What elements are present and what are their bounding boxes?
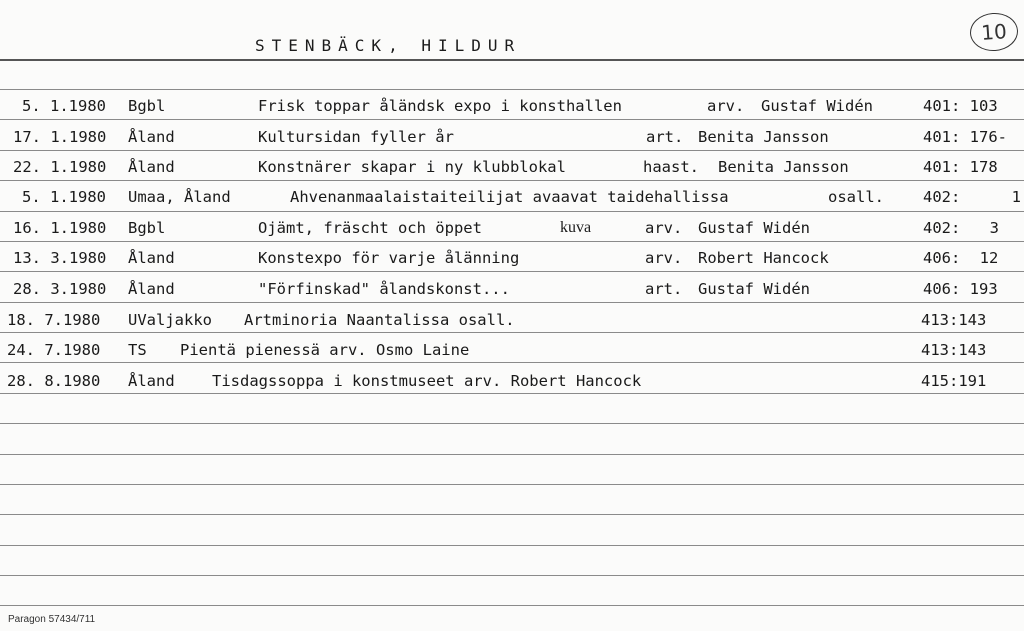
entry-role: haast.	[643, 158, 699, 176]
entry-row	[0, 219, 1024, 241]
entry-row	[0, 97, 1024, 119]
entry-date: 16. 1.1980	[13, 219, 107, 237]
entry-title: Kultursidan fyller år	[258, 128, 454, 146]
ruled-line	[0, 545, 1024, 546]
ruled-line	[0, 302, 1024, 303]
entry-ref: 415:191	[921, 372, 987, 390]
entry-date: 18. 7.1980	[7, 311, 101, 329]
card-footer: Paragon 57434/711	[8, 614, 96, 625]
entry-row	[0, 280, 1024, 302]
entry-title: Ahvenanmaalaistaiteilijat avaavat taidehallissa	[290, 188, 729, 206]
entry-date: 24. 7.1980	[7, 341, 101, 359]
entry-title: Frisk toppar åländsk expo i konsthallen	[258, 97, 622, 115]
entry-row	[0, 188, 1024, 210]
entry-row	[0, 249, 1024, 271]
entry-source: TS	[128, 341, 147, 359]
entry-role: arv.	[645, 219, 683, 237]
entry-role: art.	[646, 128, 684, 146]
ruled-line	[0, 89, 1024, 90]
ruled-line	[0, 575, 1024, 576]
entry-source: Åland	[128, 158, 175, 176]
entry-source: UValjakko	[128, 311, 212, 329]
entry-source: Åland	[128, 128, 175, 146]
entry-ref: 406: 12	[923, 249, 999, 267]
entry-title: Ojämt, fräscht och öppet	[258, 219, 482, 237]
card-number: 10	[980, 19, 1008, 45]
ruled-line	[0, 514, 1024, 515]
ruled-line	[0, 150, 1024, 151]
entry-role: arv.	[707, 97, 745, 115]
entry-source: Bgbl	[128, 219, 166, 237]
entry-row	[0, 128, 1024, 150]
entry-date: 22. 1.1980	[13, 158, 107, 176]
entry-author: Benita Jansson	[718, 158, 849, 176]
ruled-line	[0, 59, 1024, 61]
entry-ref: 413:143	[921, 341, 987, 359]
entry-author: Gustaf Widén	[761, 97, 873, 115]
entry-title: "Förfinskad" ålandskonst...	[258, 280, 510, 298]
ruled-line	[0, 211, 1024, 212]
ruled-line	[0, 484, 1024, 485]
entry-ref: 413:143	[921, 311, 987, 329]
entry-row	[0, 311, 1024, 333]
entry-row	[0, 341, 1024, 363]
entry-source: Bgbl	[128, 97, 166, 115]
entry-source: Åland	[128, 249, 175, 267]
entry-date: 28. 8.1980	[7, 372, 101, 390]
entry-ref: 402: 3	[923, 219, 999, 237]
entry-note: kuva	[560, 219, 592, 236]
entry-title: Pientä pienessä arv. Osmo Laine	[180, 341, 470, 359]
entry-row	[0, 372, 1024, 394]
entry-title: Konstnärer skapar i ny klubblokal	[258, 158, 566, 176]
entry-author: Gustaf Widén	[698, 219, 810, 237]
ruled-line	[0, 454, 1024, 455]
entry-ref: 401: 178	[923, 158, 998, 176]
entry-role: osall.	[828, 188, 884, 206]
ruled-line	[0, 271, 1024, 272]
entry-source: Åland	[128, 372, 175, 390]
ruled-line	[0, 180, 1024, 181]
card-title: STENBÄCK, HILDUR	[255, 36, 522, 55]
entry-ref: 402: 1	[923, 188, 1021, 206]
entry-source: Åland	[128, 280, 175, 298]
entry-role: arv.	[645, 249, 683, 267]
entry-ref: 401: 176-	[923, 128, 1007, 146]
entry-author: Benita Jansson	[698, 128, 829, 146]
ruled-line	[0, 605, 1024, 606]
entry-date: 5. 1.1980	[22, 97, 106, 115]
entry-ref: 406: 193	[923, 280, 998, 298]
entry-title: Artminoria Naantalissa osall.	[244, 311, 515, 329]
entry-ref: 401: 103	[923, 97, 998, 115]
entry-date: 13. 3.1980	[13, 249, 107, 267]
ruled-line	[0, 241, 1024, 242]
entry-source: Umaa, Åland	[128, 188, 231, 206]
entry-author: Gustaf Widén	[698, 280, 810, 298]
entry-date: 28. 3.1980	[13, 280, 107, 298]
entry-title: Konstexpo för varje ålänning	[258, 249, 520, 267]
ruled-line	[0, 119, 1024, 120]
entry-role: art.	[645, 280, 683, 298]
entry-title: Tisdagssoppa i konstmuseet arv. Robert Hancock	[212, 372, 642, 390]
entry-date: 5. 1.1980	[22, 188, 106, 206]
entry-date: 17. 1.1980	[13, 128, 107, 146]
ruled-line	[0, 423, 1024, 424]
entry-row	[0, 158, 1024, 180]
entry-author: Robert Hancock	[698, 249, 829, 267]
card-number-circle	[969, 11, 1020, 52]
